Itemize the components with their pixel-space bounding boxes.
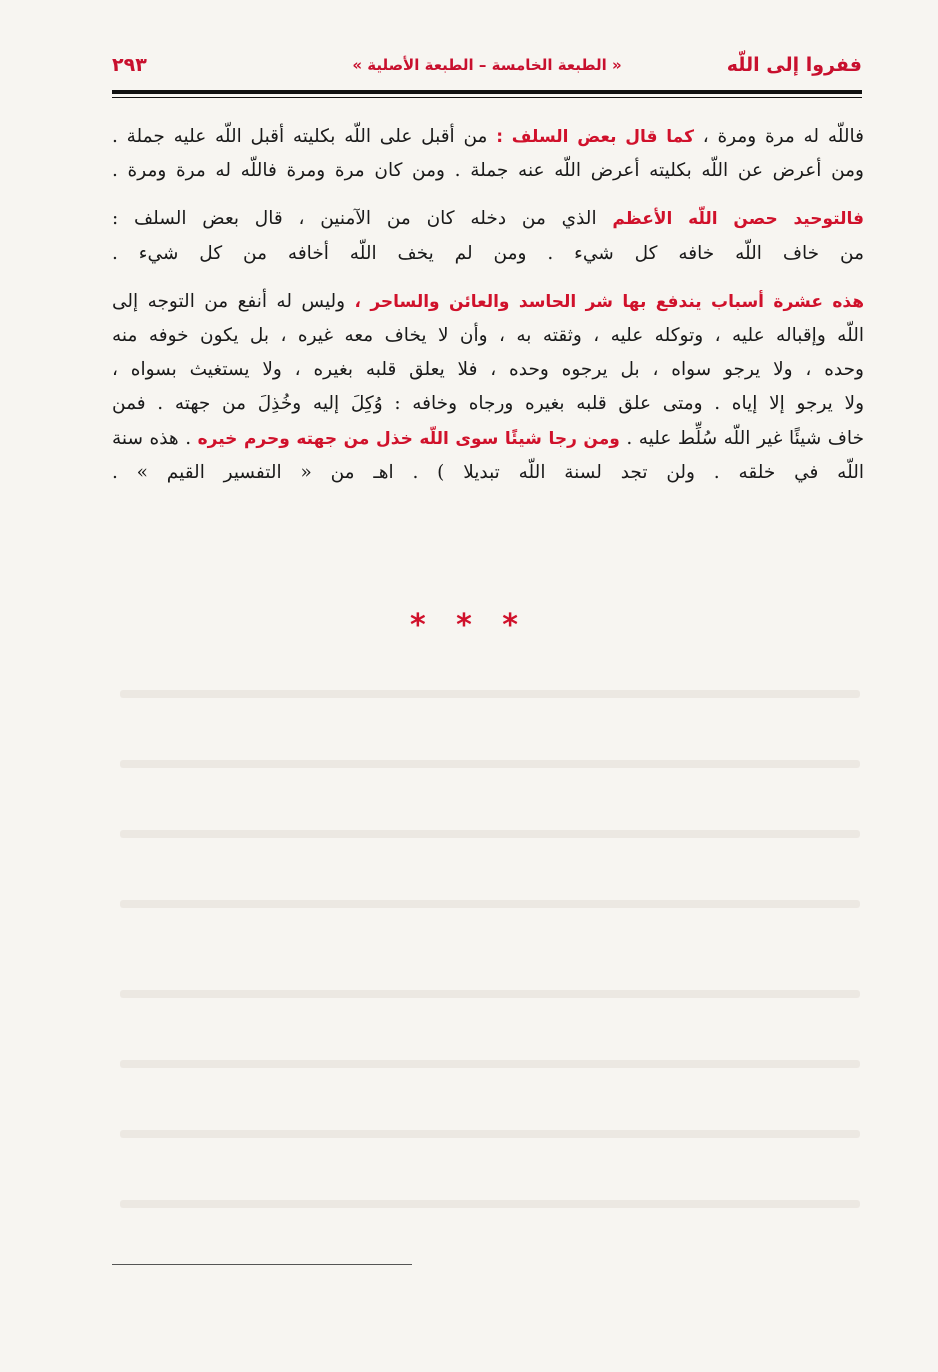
bleed-through-line [120, 1200, 860, 1208]
paragraph [112, 202, 864, 270]
header-rule-thick [112, 90, 862, 94]
text-line [112, 285, 864, 319]
text-line [112, 120, 864, 154]
text-segment: الذي من دخله كان من الآمنين ، قال بعض السلف : [112, 208, 613, 230]
bleed-through-line [120, 690, 860, 698]
bleed-through-line [120, 760, 860, 768]
text-segment: من أقبل على اللّه بكليته أقبل اللّه عليه جملة . [112, 126, 497, 147]
text-segment: فاللّه له مرة ومرة ، [693, 126, 864, 147]
text-line [112, 422, 864, 456]
book-title: ففروا إلى اللّه [726, 54, 862, 76]
text-segment: وليس له أنفع من التوجه إلى [112, 290, 355, 312]
text-segment: وحده ، ولا يرجو سواه ، بل يرجوه وحده ، فلا يعلق قلبه بغيره ، ولا يستغيث بسواه ، [112, 359, 864, 381]
highlighted-phrase: هذه عشرة أسباب يندفع بها شر الحاسد والعائن والساحر ، [354, 291, 864, 312]
highlighted-phrase: كما قال بعض السلف : [496, 127, 694, 147]
text-segment: خاف شيئًا غير اللّه سُلِّط عليه . [619, 427, 865, 449]
text-segment: اللّه في خلقه . ولن تجد لسنة اللّه تبديلا ) . اهـ من « التفسير القيم » . [112, 461, 864, 483]
page-number: ٢٩٣ [112, 54, 147, 76]
section-separator: * * * [410, 608, 528, 643]
text-segment: من خاف اللّه خافه كل شيء . ومن لم يخف اللّه أخافه من كل شيء . [112, 242, 864, 264]
highlighted-phrase: ومن رجا شيئًا سوى اللّه خذل من جهته وحرم خيره [197, 428, 620, 449]
highlighted-phrase: فالتوحيد حصن اللّه الأعظم [612, 209, 864, 230]
bleed-through-line [120, 990, 860, 998]
running-header [112, 52, 862, 88]
text-segment: ولا يرجو إلا إياه . ومتى علق قلبه بغيره ورجاه وخافه : وُكِلَ إليه وخُذِلَ من جهته . فمن [112, 393, 864, 415]
text-segment: اللّه وإقباله عليه ، وتوكله عليه ، وثقته به ، وأن لا يخاف معه غيره ، بل يكون خوفه منه [112, 325, 864, 347]
text-line [112, 154, 864, 188]
bleed-through-line [120, 1130, 860, 1138]
paragraph [112, 120, 864, 188]
text-line [112, 237, 864, 271]
paragraph [112, 285, 864, 490]
text-line [112, 353, 864, 387]
body-text [112, 120, 864, 504]
bleed-through-line [120, 830, 860, 838]
footnote-rule [112, 1264, 412, 1265]
text-line [112, 387, 864, 421]
text-segment: . هذه سنة [112, 427, 198, 449]
edition-label: « الطبعة الخامسة – الطبعة الأصلية » [352, 56, 622, 74]
bleed-through-line [120, 900, 860, 908]
bleed-through-line [120, 1060, 860, 1068]
text-line [112, 202, 864, 236]
text-segment: ومن أعرض عن اللّه بكليته أعرض اللّه عنه جملة . ومن كان مرة ومرة فاللّه له مرة ومرة . [112, 160, 864, 182]
text-line [112, 319, 864, 353]
text-line [112, 456, 864, 490]
header-rule-thin [112, 97, 862, 98]
